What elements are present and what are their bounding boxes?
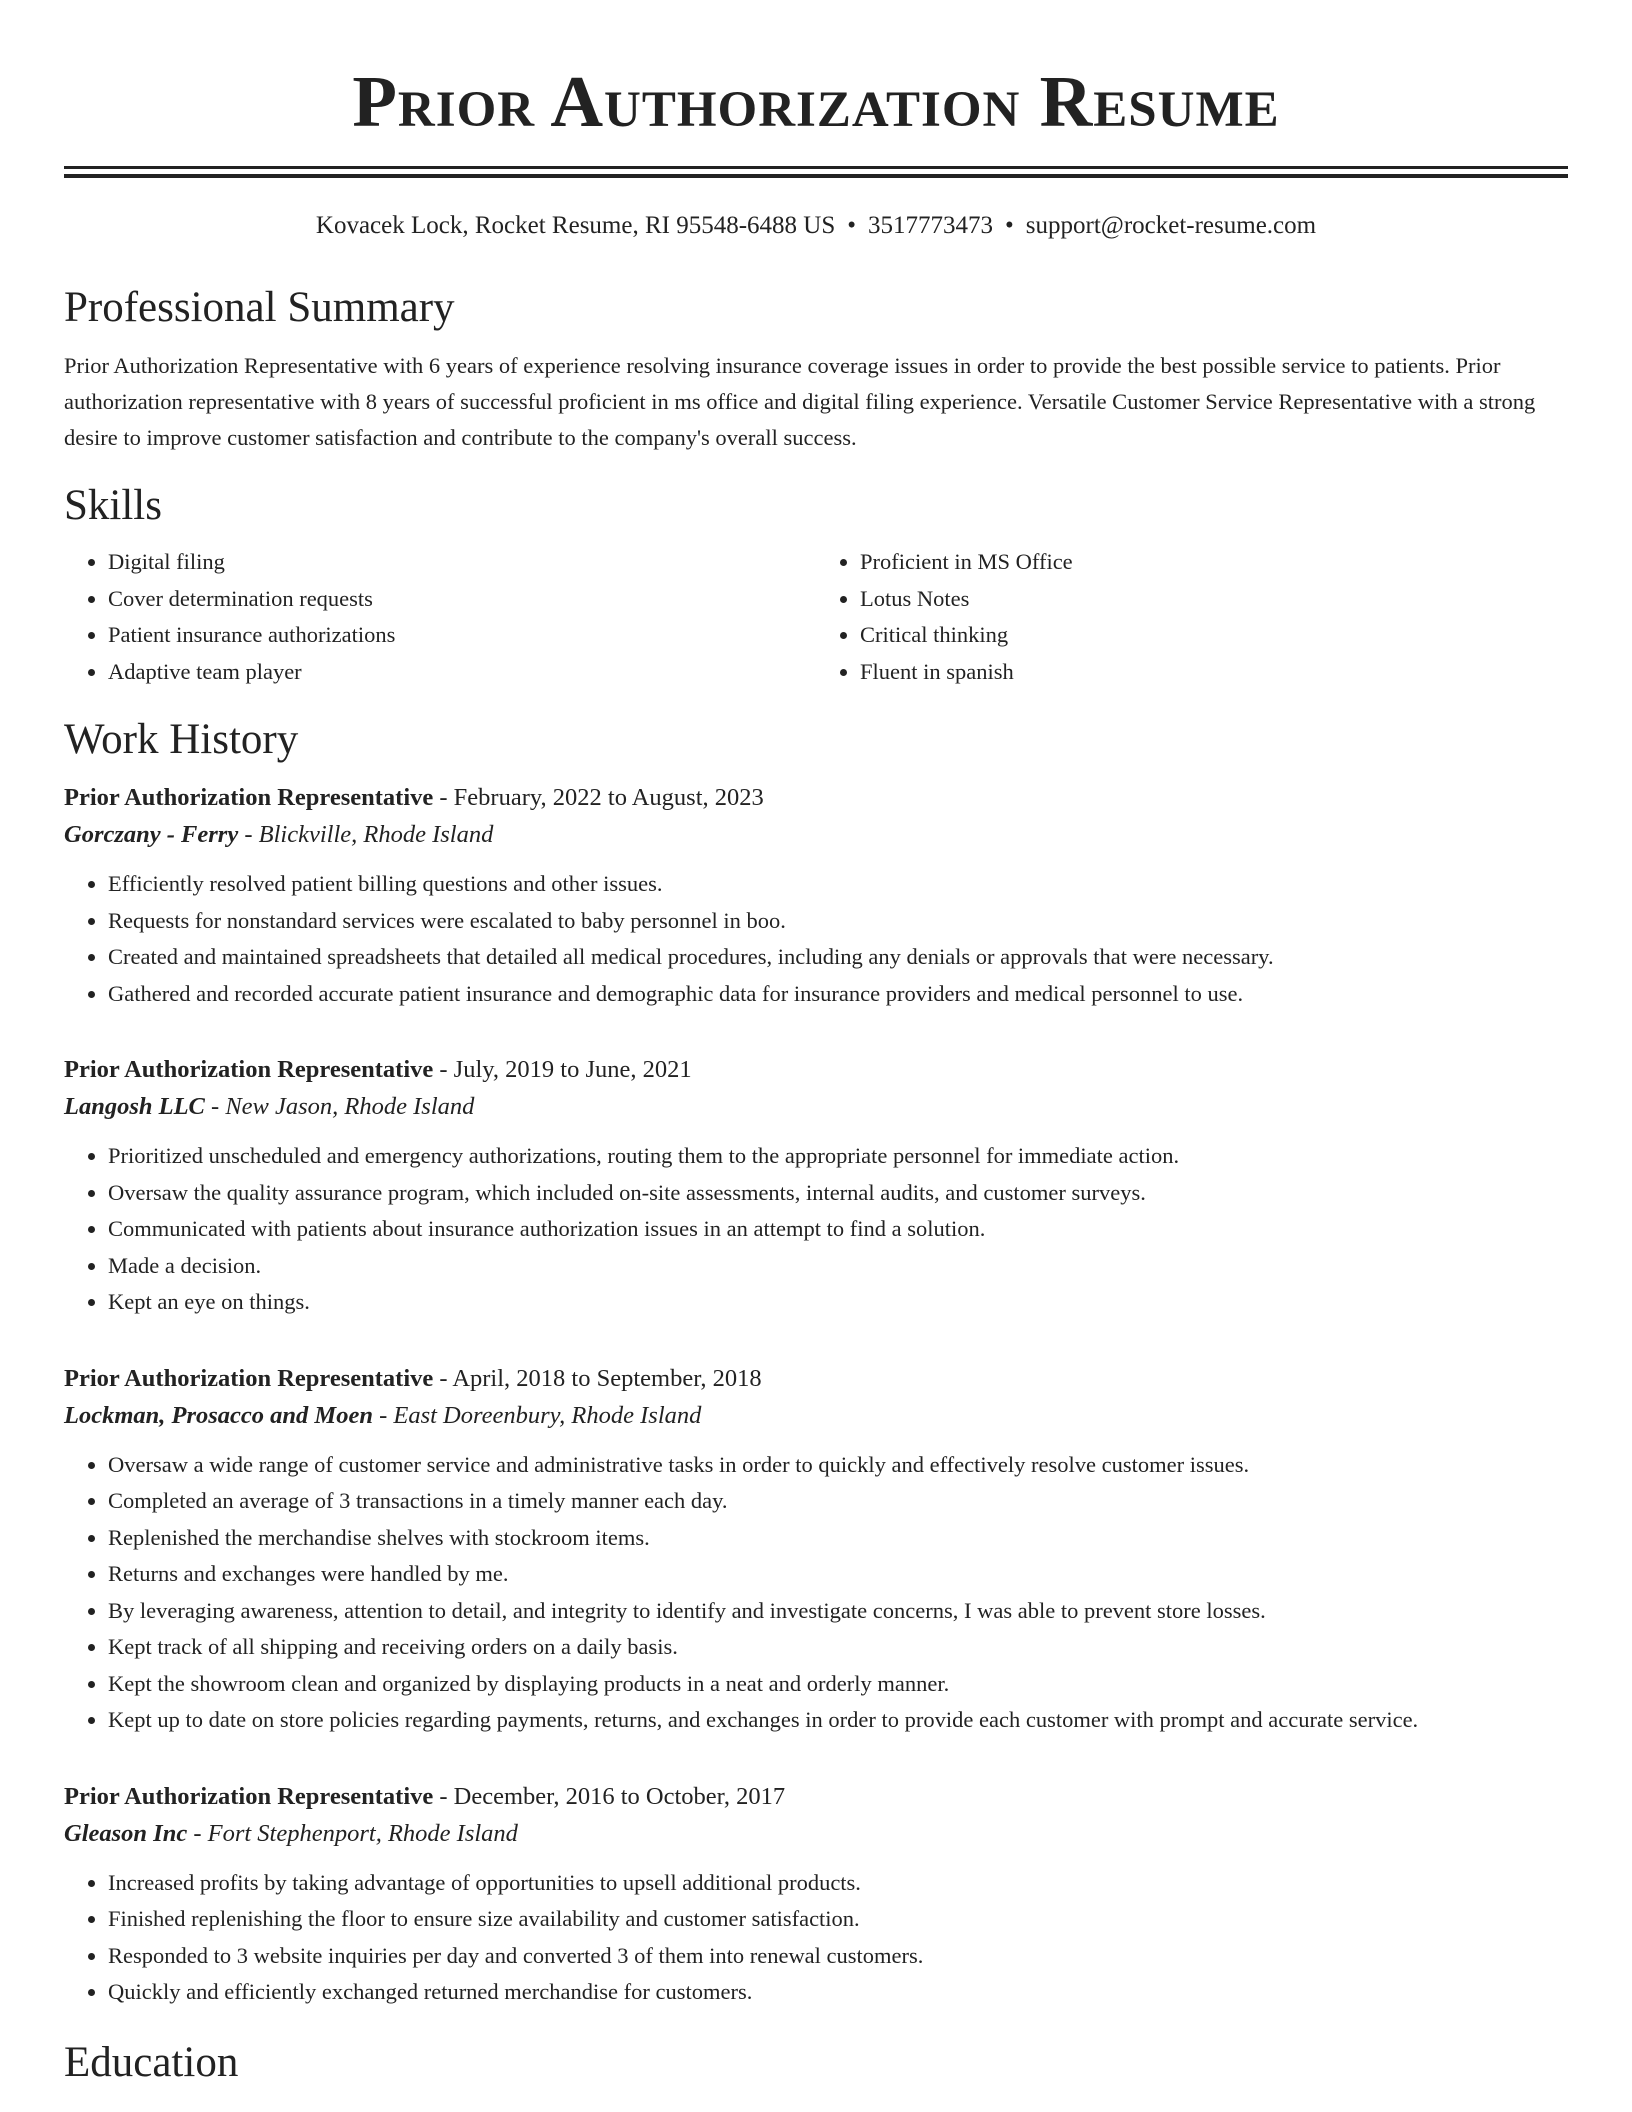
job-bullet: • Prioritized unscheduled and emergency authorizations, routing them to the appropriate personnel for immediate action. [108, 1138, 1568, 1175]
job-bullet: • Gathered and recorded accurate patient insurance and demographic data for insurance providers and medical personnel to use. [108, 976, 1568, 1013]
job-bullet: • Oversaw a wide range of customer service and administrative tasks in order to quickly and effectively resolve customer issues. [108, 1447, 1568, 1484]
job-header [64, 1779, 1568, 1815]
skill-item: • Adaptive team player [108, 654, 816, 691]
company-line [64, 1088, 1568, 1126]
company-line [64, 816, 1568, 854]
job-bullet: • Finished replenishing the floor to ensure size availability and customer satisfaction. [108, 1901, 1568, 1938]
education-heading: Education [64, 2038, 239, 2086]
job-dates: - April, 2018 to September, 2018 [433, 1364, 762, 1392]
contact-address: Kovacek Lock, Rocket Resume, RI 95548-6488 US [315, 212, 836, 239]
job-entry [64, 1779, 1568, 2011]
job-bullet: • Replenished the merchandise shelves with stockroom items. [108, 1520, 1568, 1557]
company-location: - Fort Stephenport, Rhode Island [187, 1819, 518, 1847]
contact-line [64, 210, 1568, 242]
contact-email[interactable]: support@rocket-resume.com [1025, 212, 1317, 239]
job-bullets [64, 1865, 1568, 2011]
job-title: Prior Authorization Representative [64, 784, 434, 811]
skill-item: • Patient insurance authorizations [108, 617, 816, 654]
page-title: Prior Authorization Resume [352, 61, 1280, 142]
job-header [64, 780, 1568, 816]
company-name: Gleason Inc [64, 1819, 188, 1847]
job-bullet: • Created and maintained spreadsheets that detailed all medical procedures, including any denials or approvals that were necessary. [108, 939, 1568, 976]
job-bullets [64, 866, 1568, 1012]
job-bullet: • Made a decision. [108, 1248, 1568, 1285]
job-bullet: • Requests for nonstandard services were escalated to baby personnel in boo. [108, 903, 1568, 940]
skills-column-right [816, 544, 1568, 690]
job-bullet: • Communicated with patients about insurance authorization issues in an attempt to find a solution. [108, 1211, 1568, 1248]
company-name: Gorczany - Ferry [64, 821, 239, 848]
job-dates: - February, 2022 to August, 2023 [433, 784, 764, 811]
job-bullets [64, 1138, 1568, 1321]
skill-item: • Proficient in MS Office [860, 544, 1568, 581]
job-bullet: • Efficiently resolved patient billing questions and other issues. [108, 866, 1568, 903]
job-title: Prior Authorization Representative [64, 1782, 434, 1810]
job-bullet: • Quickly and efficiently exchanged returned merchandise for customers. [108, 1974, 1568, 2011]
job-bullet: • By leveraging awareness, attention to detail, and integrity to identify and investigate concerns, I was able to prevent store losses. [108, 1593, 1568, 1630]
job-entry [64, 780, 1568, 1012]
company-line [64, 1397, 1568, 1435]
contact-separator: • [847, 212, 857, 239]
job-header [64, 1361, 1568, 1397]
job-dates: - July, 2019 to June, 2021 [433, 1056, 692, 1083]
work-history-heading: Work History [64, 716, 299, 763]
job-dates: - December, 2016 to October, 2017 [433, 1782, 786, 1810]
job-bullet: • Kept up to date on store policies regarding payments, returns, and exchanges in order to provide each customer with prompt and accurate service. [108, 1702, 1568, 1739]
skill-item: • Lotus Notes [860, 581, 1568, 618]
company-location: - East Doreenbury, Rhode Island [372, 1401, 702, 1429]
job-entry [64, 1052, 1568, 1321]
summary-text: Prior Authorization Representative with 6 years of experience resolving insurance coverage issues in order to provide the best possible service to patients. Prior authorization representative with 8 years of successful proficient in ms office and digital filing experience. Versatile Customer Service Representative with a strong desire to improve customer satisfaction and contribute to the company's overall success. [64, 353, 1536, 450]
title-double-rule [64, 166, 1568, 178]
job-bullet: • Increased profits by taking advantage of opportunities to upsell additional products. [108, 1865, 1568, 1902]
company-location: - Blickville, Rhode Island [238, 821, 494, 848]
company-line [64, 1815, 1568, 1853]
contact-phone: 3517773473 [868, 212, 994, 239]
company-name: Langosh LLC [64, 1093, 205, 1120]
skills-list [64, 544, 1568, 690]
job-bullets [64, 1447, 1568, 1739]
job-header [64, 1052, 1568, 1088]
skill-item: • Fluent in spanish [860, 654, 1568, 691]
job-title: Prior Authorization Representative [64, 1364, 434, 1392]
summary-heading: Professional Summary [64, 284, 455, 331]
skills-column-left [64, 544, 816, 690]
company-name: Lockman, Prosacco and Moen [64, 1401, 373, 1429]
skills-heading: Skills [64, 482, 162, 529]
job-entry [64, 1361, 1568, 1739]
job-bullet: • Kept track of all shipping and receiving orders on a daily basis. [108, 1629, 1568, 1666]
job-title: Prior Authorization Representative [64, 1056, 434, 1083]
job-bullet: • Kept an eye on things. [108, 1284, 1568, 1321]
skill-item: • Cover determination requests [108, 581, 816, 618]
skill-item: • Critical thinking [860, 617, 1568, 654]
contact-separator: • [1005, 212, 1014, 239]
company-location: - New Jason, Rhode Island [204, 1093, 475, 1120]
job-bullet: • Responded to 3 website inquiries per day and converted 3 of them into renewal customers. [108, 1938, 1568, 1975]
job-bullet: • Completed an average of 3 transactions in a timely manner each day. [108, 1483, 1568, 1520]
job-bullet: • Oversaw the quality assurance program, which included on-site assessments, internal audits, and customer surveys. [108, 1175, 1568, 1212]
skill-item: • Digital filing [108, 544, 816, 581]
job-bullet: • Returns and exchanges were handled by me. [108, 1556, 1568, 1593]
job-bullet: • Kept the showroom clean and organized by displaying products in a neat and orderly manner. [108, 1666, 1568, 1703]
